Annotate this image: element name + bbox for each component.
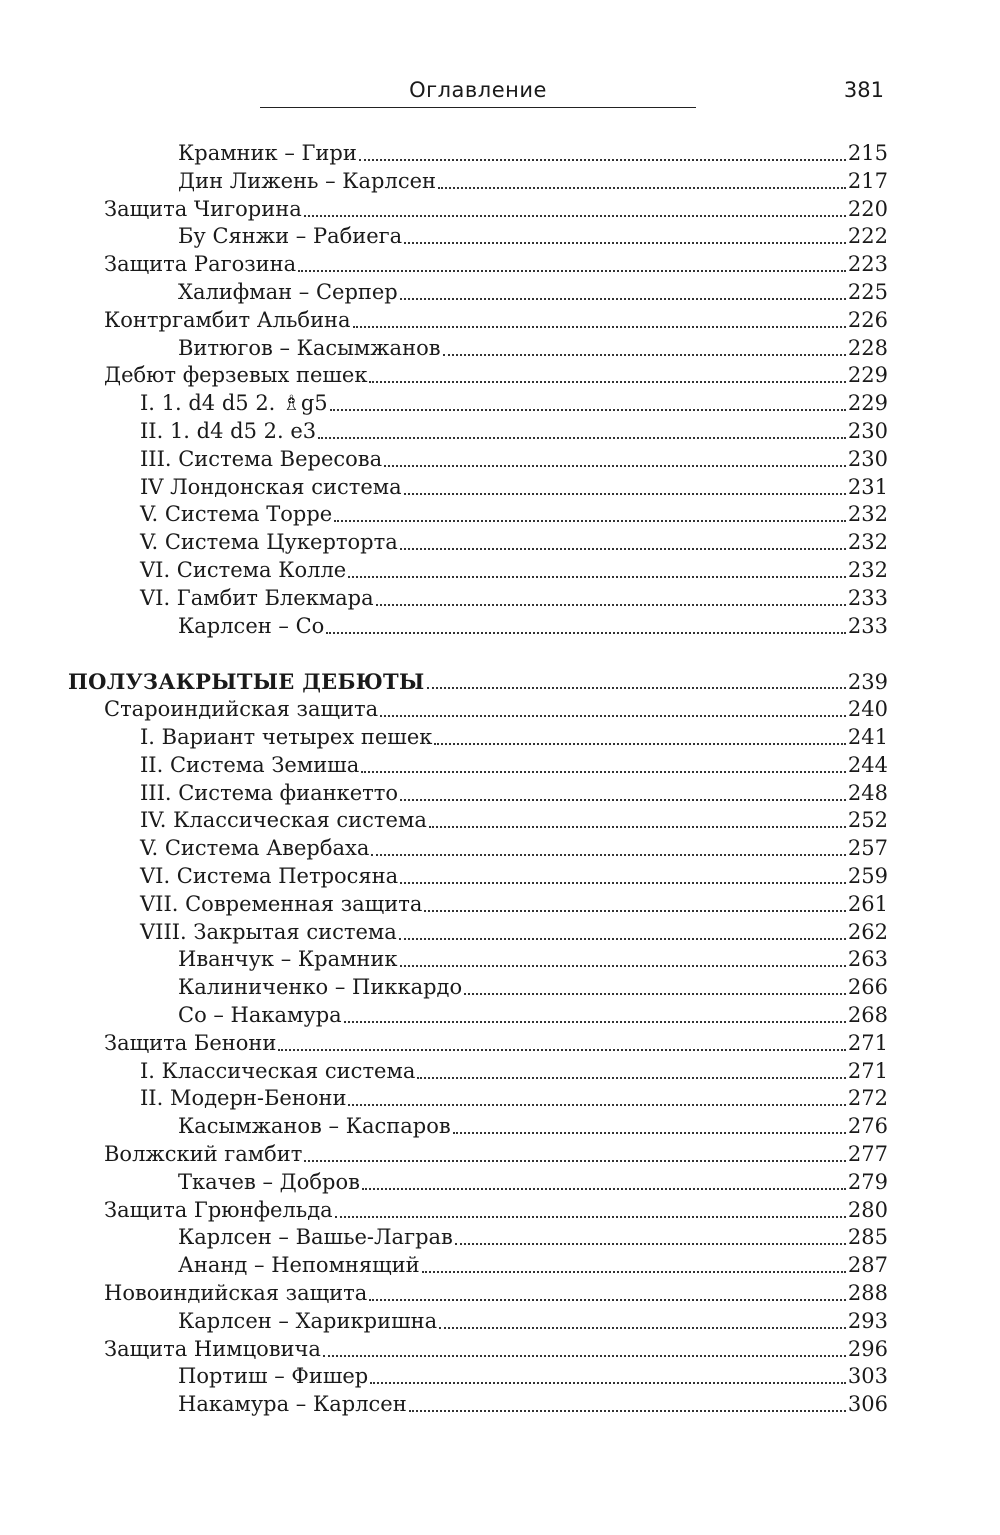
toc-entry bbox=[140, 529, 888, 556]
toc-entry-page: 229 bbox=[847, 363, 888, 388]
toc-entry-page: 257 bbox=[847, 836, 888, 861]
dot-leader bbox=[369, 381, 845, 383]
toc-entry bbox=[140, 1085, 888, 1112]
toc-entry-title: Иванчук – Крамник bbox=[178, 947, 398, 972]
dot-leader bbox=[304, 1160, 846, 1162]
toc-entry bbox=[104, 696, 888, 723]
dot-leader bbox=[443, 354, 846, 356]
toc-entry-page: 287 bbox=[847, 1253, 888, 1278]
toc-entry-title: Староиндийская защита bbox=[104, 697, 379, 722]
toc-entry bbox=[178, 168, 888, 195]
dot-leader bbox=[464, 993, 846, 995]
toc-entry bbox=[140, 557, 888, 584]
toc-entry-page: 241 bbox=[847, 725, 888, 749]
toc-entry bbox=[104, 196, 888, 223]
toc-entry-title: Крамник – Гири bbox=[178, 141, 357, 165]
dot-leader bbox=[323, 1355, 846, 1357]
toc-entry bbox=[140, 835, 888, 862]
toc-entry bbox=[178, 335, 888, 362]
toc-entry-title: IV Лондонская система bbox=[140, 474, 402, 499]
toc-entry-page: 303 bbox=[847, 1364, 888, 1389]
toc-entry bbox=[178, 140, 888, 167]
toc-entry-title: V. Система Торре bbox=[140, 502, 333, 527]
toc-entry-page: 240 bbox=[847, 697, 888, 722]
dot-leader bbox=[439, 1327, 846, 1329]
toc-entry-page: 293 bbox=[847, 1308, 888, 1333]
dot-leader bbox=[438, 187, 846, 189]
toc-entry-title: VI. Гамбит Блекмара bbox=[140, 585, 374, 610]
toc-entry-title: Карлсен – Со bbox=[178, 613, 325, 638]
dot-leader bbox=[399, 938, 846, 940]
dot-leader bbox=[404, 242, 846, 244]
toc-entry-title: Волжский гамбит bbox=[104, 1142, 303, 1166]
dot-leader bbox=[427, 687, 846, 689]
toc-entry-page: 230 bbox=[847, 446, 888, 471]
dot-leader bbox=[404, 493, 846, 495]
dot-leader bbox=[298, 270, 846, 272]
toc-entry bbox=[178, 1308, 888, 1335]
toc-entry-page: 232 bbox=[847, 558, 888, 582]
toc-entry bbox=[140, 585, 888, 612]
dot-leader bbox=[400, 882, 846, 884]
toc-entry-page: 277 bbox=[847, 1142, 888, 1166]
toc-entry-title: V. Система Цукерторта bbox=[140, 530, 398, 555]
toc-entry-page: 222 bbox=[847, 224, 888, 249]
dot-leader bbox=[417, 1077, 846, 1079]
dot-leader bbox=[384, 465, 846, 467]
toc-entry-page: 248 bbox=[847, 780, 888, 805]
toc-entry bbox=[178, 974, 888, 1001]
dot-leader bbox=[400, 548, 846, 550]
dot-leader bbox=[353, 326, 846, 328]
toc-entry-title: Халифман – Серпер bbox=[178, 280, 398, 304]
toc-entry-page: 217 bbox=[847, 168, 888, 193]
dot-leader bbox=[409, 1410, 846, 1412]
toc-entry bbox=[140, 780, 888, 807]
dot-leader bbox=[362, 1188, 846, 1190]
dot-leader bbox=[400, 799, 846, 801]
toc-entry bbox=[178, 223, 888, 250]
toc-entry-page: 252 bbox=[847, 808, 888, 833]
toc-entry-page: 231 bbox=[847, 474, 888, 499]
toc-entry-title: VI. Система Колле bbox=[140, 558, 347, 582]
toc-entry bbox=[104, 251, 888, 278]
toc-entry-page: 220 bbox=[847, 196, 888, 221]
toc-entry-title: Портиш – Фишер bbox=[178, 1364, 369, 1389]
toc-entry-title: Калиниченко – Пиккардо bbox=[178, 975, 463, 1000]
toc-entry bbox=[140, 919, 888, 946]
toc-entry-title: II. Модерн-Бенони bbox=[140, 1086, 347, 1111]
page-number: 381 bbox=[843, 78, 884, 102]
toc-entry-title: II. Система Земиша bbox=[140, 752, 360, 777]
toc-entry-title: VI. Система Петросяна bbox=[140, 864, 399, 888]
toc-entry-title: Контргамбит Альбина bbox=[104, 307, 351, 332]
toc-entry-title: I. Классическая система bbox=[140, 1058, 416, 1083]
toc-entry-page: 288 bbox=[847, 1281, 888, 1305]
toc-entry bbox=[140, 390, 888, 417]
toc-entry bbox=[104, 1280, 888, 1307]
dot-leader bbox=[318, 437, 846, 439]
toc-entry-title: VII. Современная защита bbox=[140, 891, 423, 916]
toc-entry bbox=[178, 1252, 888, 1279]
toc-entry-title: Бу Сянжи – Рабиега bbox=[178, 224, 403, 249]
dot-leader bbox=[334, 520, 846, 522]
toc-entry bbox=[140, 1058, 888, 1085]
toc-entry bbox=[104, 362, 888, 389]
header-rule bbox=[260, 107, 696, 108]
toc-entry-page: 271 bbox=[847, 1058, 888, 1083]
dot-leader bbox=[434, 743, 846, 745]
dot-leader bbox=[344, 1021, 846, 1023]
toc-entry bbox=[140, 418, 888, 445]
toc-entry-page: 268 bbox=[847, 1003, 888, 1027]
running-title: Оглавление bbox=[409, 78, 547, 102]
toc-entry bbox=[140, 446, 888, 473]
toc-entry-page: 223 bbox=[847, 252, 888, 277]
dot-leader bbox=[371, 854, 846, 856]
toc-entry-page: 239 bbox=[847, 670, 888, 695]
dot-leader bbox=[422, 1271, 846, 1273]
toc-entry-page: 259 bbox=[847, 864, 888, 888]
toc-entry-page: 266 bbox=[847, 975, 888, 1000]
toc-entry bbox=[104, 307, 888, 334]
toc-entry-title: Новоиндийская защита bbox=[104, 1281, 368, 1305]
toc-entry bbox=[104, 1197, 888, 1224]
dot-leader bbox=[400, 298, 846, 300]
dot-leader bbox=[424, 910, 846, 912]
toc-entry-page: 271 bbox=[847, 1030, 888, 1055]
toc-entry-page: 279 bbox=[847, 1169, 888, 1194]
toc-entry-page: 262 bbox=[847, 919, 888, 944]
toc-entry-page: 280 bbox=[847, 1197, 888, 1222]
toc-entry-title: Дин Лижень – Карлсен bbox=[178, 168, 437, 193]
dot-leader bbox=[380, 715, 846, 717]
toc-entry-page: 272 bbox=[847, 1086, 888, 1111]
dot-leader bbox=[348, 576, 846, 578]
toc-entry-title: III. Система фианкетто bbox=[140, 780, 399, 805]
toc-entry-title: VIII. Закрытая система bbox=[140, 919, 397, 944]
toc-entry-page: 226 bbox=[847, 307, 888, 332]
toc-entry bbox=[140, 474, 888, 501]
toc-entry-page: 232 bbox=[847, 530, 888, 555]
toc-entry-title: ПОЛУЗАКРЫТЫЕ ДЕБЮТЫ bbox=[68, 669, 425, 695]
toc-entry-page: 261 bbox=[847, 891, 888, 916]
dot-leader bbox=[330, 409, 846, 411]
toc-entry-title: Защита Чигорина bbox=[104, 196, 302, 221]
toc-entry bbox=[178, 1391, 888, 1418]
toc-entry-page: 232 bbox=[847, 502, 888, 527]
dot-leader bbox=[326, 632, 846, 634]
toc-entry-title: III. Система Вересова bbox=[140, 446, 383, 471]
toc-entry bbox=[178, 613, 888, 640]
toc-entry-title: Витюгов – Касымжанов bbox=[178, 335, 441, 360]
toc-entry bbox=[178, 1224, 888, 1251]
toc-entry-title: Дебют ферзевых пешек bbox=[104, 363, 368, 388]
toc-entry-title: Ананд – Непомнящий bbox=[178, 1253, 420, 1278]
toc-entry-title: V. Система Авербаха bbox=[140, 836, 370, 861]
dot-leader bbox=[429, 826, 846, 828]
toc-entry-title: I. 1. d4 d5 2. ♗g5 bbox=[140, 391, 328, 416]
toc-entry-page: 215 bbox=[847, 141, 888, 165]
dot-leader bbox=[335, 1216, 846, 1218]
toc-entry-page: 296 bbox=[847, 1336, 888, 1361]
toc-entry bbox=[178, 1113, 888, 1140]
toc-entry-page: 233 bbox=[847, 613, 888, 638]
toc-entry bbox=[140, 863, 888, 890]
toc-entry-title: Касымжанов – Каспаров bbox=[178, 1114, 451, 1139]
dot-leader bbox=[304, 215, 846, 217]
dot-leader bbox=[348, 1104, 845, 1106]
toc-entry-page: 230 bbox=[847, 419, 888, 443]
toc-entry bbox=[140, 807, 888, 834]
dot-leader bbox=[278, 1049, 845, 1051]
toc-entry-page: 244 bbox=[847, 752, 888, 777]
toc-entry bbox=[104, 1141, 888, 1168]
toc-entry-page: 225 bbox=[847, 280, 888, 304]
toc-entry-title: Ткачев – Добров bbox=[178, 1169, 360, 1194]
dot-leader bbox=[370, 1382, 846, 1384]
toc-entry-title: Защита Рагозина bbox=[104, 252, 297, 277]
toc-entry-page: 285 bbox=[847, 1225, 888, 1250]
toc-entry bbox=[178, 279, 888, 306]
toc-entry bbox=[178, 946, 888, 973]
toc-entry bbox=[140, 891, 888, 918]
toc-section-heading bbox=[68, 668, 888, 695]
dot-leader bbox=[369, 1299, 846, 1301]
dot-leader bbox=[455, 1243, 846, 1245]
toc-entry bbox=[140, 724, 888, 751]
toc-entry bbox=[140, 501, 888, 528]
toc-entry-title: I. Вариант четырех пешек bbox=[140, 725, 433, 749]
toc-entry-page: 228 bbox=[847, 335, 888, 360]
dot-leader bbox=[359, 159, 846, 161]
dot-leader bbox=[376, 604, 846, 606]
toc-entry-page: 233 bbox=[847, 585, 888, 610]
dot-leader bbox=[453, 1132, 846, 1134]
toc-entry-title: Защита Грюнфельда bbox=[104, 1197, 333, 1222]
toc-entry bbox=[104, 1030, 888, 1057]
toc-entry-title: Карлсен – Вашье-Лаграв bbox=[178, 1225, 453, 1250]
toc-entry-page: 229 bbox=[847, 391, 888, 416]
toc-entry bbox=[140, 752, 888, 779]
toc-entry-page: 276 bbox=[847, 1114, 888, 1139]
toc-entry bbox=[104, 1336, 888, 1363]
toc-entry-title: II. 1. d4 d5 2. e3 bbox=[140, 419, 317, 443]
toc-entry bbox=[178, 1169, 888, 1196]
dot-leader bbox=[361, 771, 846, 773]
toc-entry-title: Защита Бенони bbox=[104, 1030, 277, 1055]
toc-entry bbox=[178, 1002, 888, 1029]
toc-entry-title: Со – Накамура bbox=[178, 1003, 342, 1027]
dot-leader bbox=[400, 965, 846, 967]
toc-entry-title: Защита Нимцовича bbox=[104, 1336, 321, 1361]
toc-entry-title: IV. Классическая система bbox=[140, 808, 427, 833]
toc-entry-page: 263 bbox=[847, 947, 888, 972]
page-header bbox=[260, 74, 896, 110]
toc-entry-title: Карлсен – Харикришна bbox=[178, 1308, 438, 1333]
toc-entry bbox=[178, 1363, 888, 1390]
toc-entry-page: 306 bbox=[847, 1392, 888, 1417]
toc-entry-title: Накамура – Карлсен bbox=[178, 1392, 407, 1417]
